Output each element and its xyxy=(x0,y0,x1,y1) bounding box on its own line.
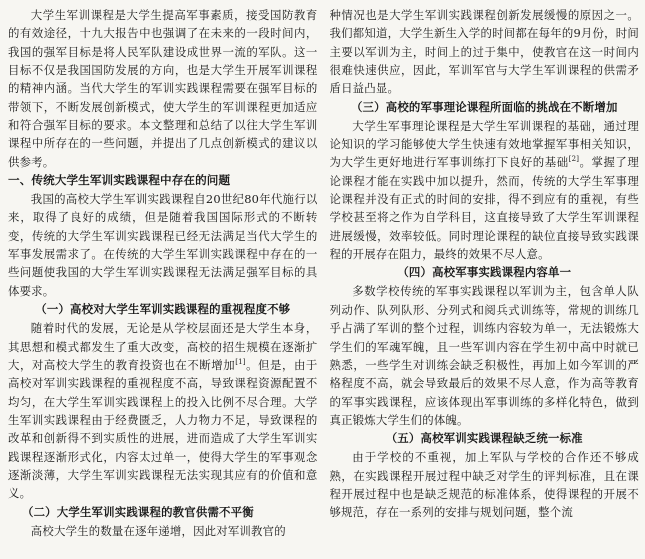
subsection-5-paragraph: 由于学校的不重视，加上军队与学校的合作还不够成熟，在实践课程开展过程中缺乏对学生的评判标准，且在课程开展过程中也是缺乏规范的标准体系，使得课程的开展不够规范，存在一系列的安排与规划问题，整个流 xyxy=(329,450,639,520)
subsection-1-text-a: 随着时代的发展，无论是从学校层面还是大学生本身，其思想和模式都发生了重大改变，高校的招生规模在逐渐扩大，对高校大学生的教育投资也在不断增加 xyxy=(8,321,318,372)
subsection-1-paragraph xyxy=(8,319,318,502)
subsection-heading-5: （五）高校军训实践课程缺乏统一标准 xyxy=(385,431,583,446)
section-1-paragraph: 我国的高校大学生军训实践课程自20世纪80年代施行以来，取得了良好的成绩，但是随着我国国际形式的不断转变，传统的大学生军训实践课程已经无法满足当代大学生的军事发展需求了。在传统的大学生军训实践课程中存在的一些问题使我国的大学生军训实践课程无法满足强军目标的具体要求。 xyxy=(8,192,318,298)
left-column xyxy=(8,6,318,559)
subsection-heading-3: （三）高校的军事理论课程所面临的挑战在不断增加 xyxy=(350,99,618,114)
intro-paragraph: 大学生军训课程是大学生提高军事素质，接受国防教育的有效途径，十九大报告中也强调了在未来的一段时间内，我国的强军目标是将人民军队建设成世界一流的军队。这一目标不仅是我国国防发展的方向，也是大学生开展军训课程的精神内涵。当代大学生的军训实践课程需要在强军目标的带领下，不断发展创新模式，使大学生的军训课程更加适应和符合强军目标的要求。本文整理和总结了以往大学生军训课程中所存在的一些问题，并提出了几点创新模式的建议以供参考。 xyxy=(8,8,318,169)
subsection-heading-4: （四）高校军事实践课程内容单一 xyxy=(397,265,572,280)
subsection-3-paragraph xyxy=(330,117,640,264)
citation-ref-1: [1] xyxy=(235,358,246,367)
subsection-1-text-b: 。但是，由于高校对军训实践课程的重视程度不高，导致课程资源配置不均匀，在大学生军训实践课程上的投入比例不尽合理。大学生军训实践课程由于经费匮乏，人力物力不足，导致课程的改革和创新得不到实质性的进展，进而造成了大学生军训实践课程逐渐形式化，内容太过单一，使得大学生的军事观念逐渐淡薄，大学生军训实践课程无法实现其应有的价值和意义。 xyxy=(8,357,318,501)
subsection-3-text-b: 。掌握了理论课程才能在实践中加以提升，然而，传统的大学生军事理论课程并没有正式的时间的安排，得不到应有的重视，有些学校甚至将之作为自学科目，这直接导致了大学生军训课程进展缓慢，效率较低。同时理论课程的缺位直接导致实践课程的开展存在阻力，最终的效果不尽人意。 xyxy=(329,155,639,262)
subsection-heading-1: （一）高校对大学生军训实践课程的重视程度不够 xyxy=(35,302,291,317)
citation-ref-2: [2] xyxy=(568,155,580,164)
continued-paragraph: 种情况也是大学生军训实践课程创新发展缓慢的原因之一。我们都知道，大学生新生入学的时间都在每年的9月份，时间主要以军训为主，时间上的过于集中，使教官在这一时间内很难快速供应，因此，军训军官与大学生军训课程的供需矛盾日益凸显。 xyxy=(329,8,639,96)
subsection-4-paragraph: 多数学校传统的军事实践课程以军训为主，包含单人队列动作、队列队形、分列式和阅兵式训练等，常规的训练几乎占满了军训的整个过程，训练内容较为单一，无法锻炼大学生们的军魂军魄，且一些军训内容在学生初中高中时就已熟悉，一些学生对训练会缺乏积极性，再加上如今军训的严格程度不高，就会导致最后的效果不尽人意，作为高等教育的军事实践课程，应该体现出军事训练的多样化特色，做到真正锻炼大学生们的体魄。 xyxy=(329,284,639,427)
subsection-heading-2: （二）大学生军训实践课程的教官供需不平衡 xyxy=(22,504,254,519)
subsection-2-paragraph: 高校大学生的数量在逐年递增，因此对军训教官的 xyxy=(30,523,286,538)
right-column xyxy=(330,6,640,559)
subsection-3-text-a: 大学生军事理论课程是大学生军训课程的基础，通过理论知识的学习能够使大学生快速有效地掌握军事相关知识，为大学生更好地进行军事训练打下良好的基础 xyxy=(329,118,639,170)
section-heading-1: 一、传统大学生军训实践课程中存在的问题 xyxy=(8,173,231,188)
